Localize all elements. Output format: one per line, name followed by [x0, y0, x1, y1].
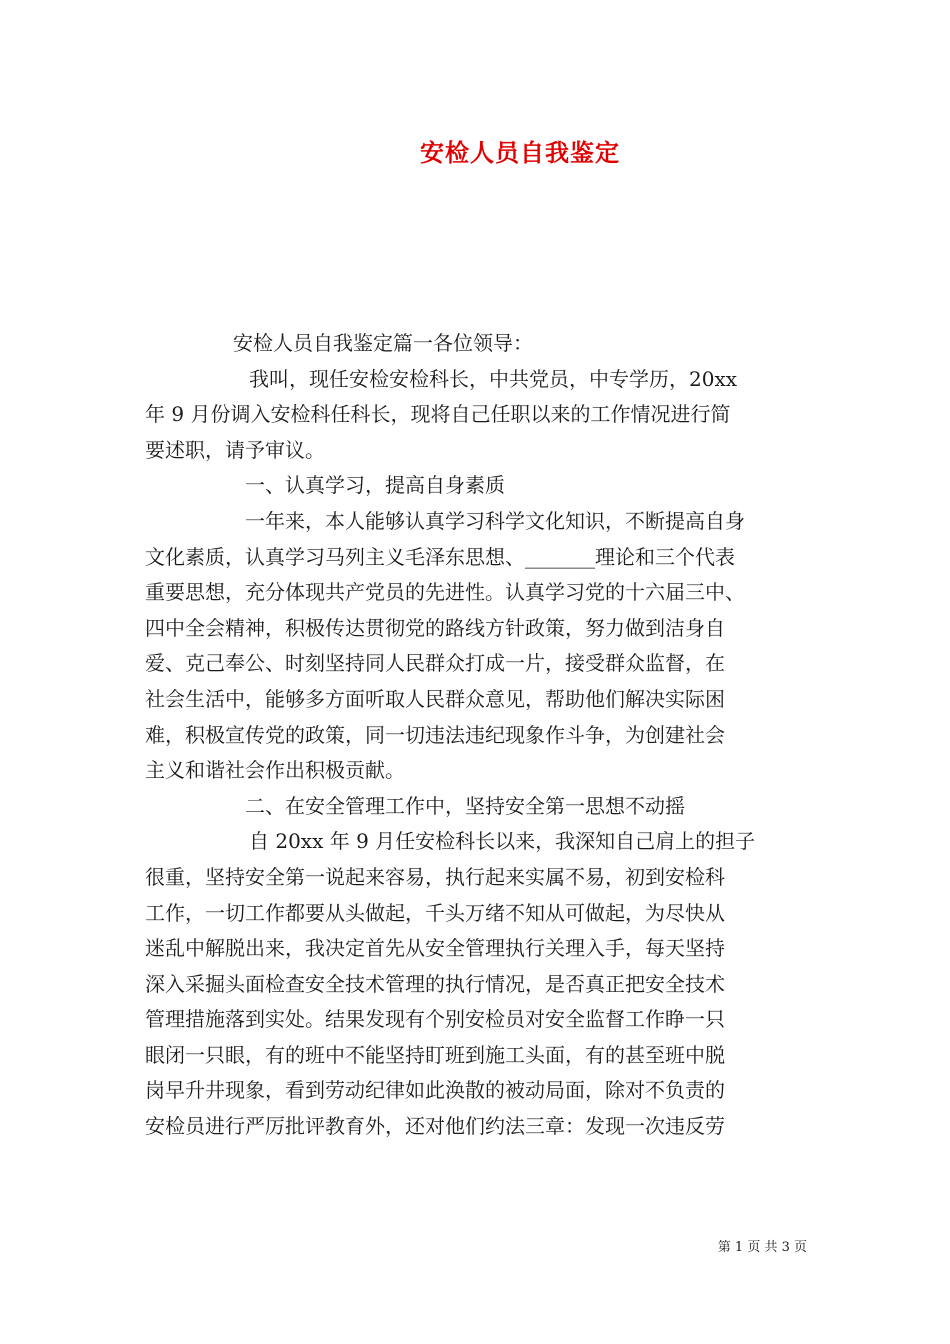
body-line: 社会生活中，能够多方面听取人民群众意见，帮助他们解决实际困	[145, 686, 725, 711]
body-line: 我叫，现任安检安检科长，中共党员，中专学历，20xx	[249, 366, 738, 391]
body-line: 重要思想，充分体现共产党员的先进性。认真学习党的十六届三中、	[145, 580, 745, 605]
document-body	[145, 326, 815, 1145]
body-line: 管理措施落到实处。结果发现有个别安检员对安全监督工作睁一只	[145, 1007, 725, 1032]
body-line: 要述职，请予审议。	[145, 437, 325, 462]
body-line: 安检员进行严厉批评教育外，还对他们约法三章：发现一次违反劳	[145, 1114, 725, 1139]
page-title: 安检人员自我鉴定	[420, 138, 620, 167]
body-line: 一年来，本人能够认真学习科学文化知识，不断提高自身	[245, 508, 745, 533]
body-line: 迷乱中解脱出来，我决定首先从安全管理执行关理入手，每天坚持	[145, 936, 725, 961]
body-line: 爱、克己奉公、时刻坚持同人民群众打成一片，接受群众监督，在	[145, 651, 725, 676]
body-line: 很重，坚持安全第一说起来容易，执行起来实属不易，初到安检科	[145, 864, 725, 889]
body-line: 年 9 月份调入安检科任科长，现将自己任职以来的工作情况进行简	[145, 402, 731, 427]
body-line: 眼闭一只眼，有的班中不能坚持盯班到施工头面，有的甚至班中脱	[145, 1042, 725, 1067]
body-line: 深入采掘头面检查安全技术管理的执行情况，是否真正把安全技术	[145, 971, 725, 996]
body-line: 安检人员自我鉴定篇一各位领导：	[233, 331, 533, 355]
body-line: 二、在安全管理工作中，坚持安全第一思想不动摇	[245, 793, 685, 818]
body-line: 四中全会精神，积极传达贯彻党的路线方针政策，努力做到洁身自	[145, 615, 725, 640]
body-line: 自 20xx 年 9 月任安检科长以来，我深知自己肩上的担子	[249, 829, 756, 854]
body-line: 工作，一切工作都要从头做起，千头万绪不知从可做起，为尽快从	[145, 900, 725, 925]
page-number-footer: 第 1 页 共 3 页	[717, 1240, 807, 1255]
body-line: 文化素质，认真学习马列主义毛泽东思想、_______理论和三个代表	[145, 544, 735, 569]
body-line: 一、认真学习，提高自身素质	[245, 473, 505, 498]
body-line: 岗早升井现象，看到劳动纪律如此涣散的被动局面，除对不负责的	[145, 1078, 725, 1103]
body-line: 主义和谐社会作出积极贡献。	[145, 758, 405, 783]
body-line: 难，积极宣传党的政策，同一切违法违纪现象作斗争，为创建社会	[145, 722, 725, 747]
